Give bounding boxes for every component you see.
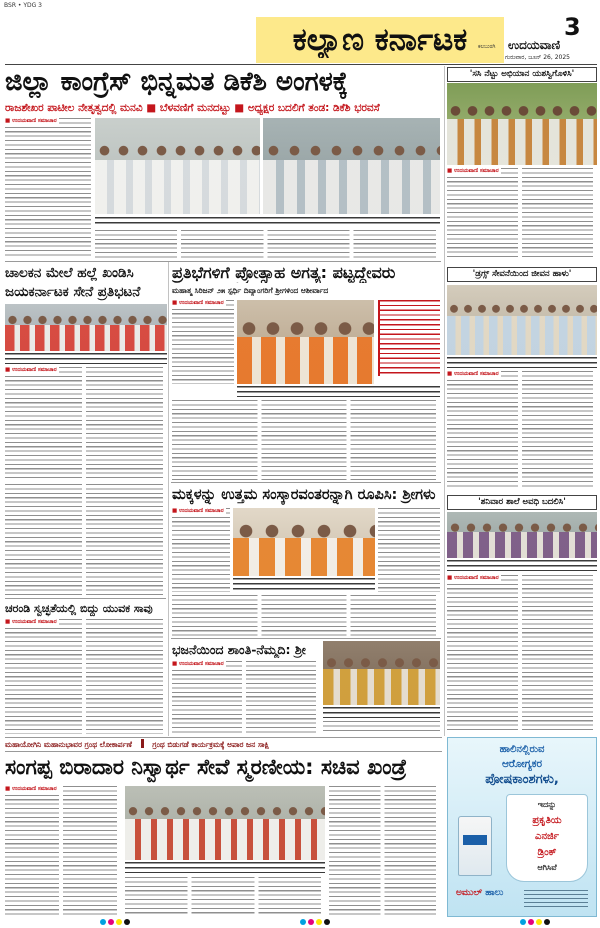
milk-pack-icon xyxy=(458,816,492,876)
registration-mark xyxy=(300,919,306,925)
ad-line: ಡ್ರಿಂಕ್ xyxy=(537,847,557,858)
section-title: ಕಲ್ಯಾಣ ಕರ್ನಾಟಕ xyxy=(292,22,468,58)
article-body-text xyxy=(447,371,597,489)
byline: ■ ಉದಯವಾಣಿ ಸಮಾಚಾರ xyxy=(447,575,499,581)
byline: ■ ಉದಯವಾಣಿ ಸಮಾಚಾರ xyxy=(172,300,224,306)
lead-deck: ರಾಜಶೇಖರ ಪಾಟೀಲ ನೇತೃತ್ವದಲ್ಲಿ ಮನವಿ ■ ಬೆಳವಣಿಗೆ ಮನದಟ್ಟು ■ ಅಧ್ಯಕ್ಷರ ಬದಲಿಗೆ ತಂಡ: ಡಿಕೆಶಿ ಭರವಸೆ xyxy=(5,102,380,114)
strip-divider xyxy=(141,739,144,748)
children-photo xyxy=(233,508,375,576)
lead-photo-right xyxy=(263,118,440,214)
ad-line: ಇದನ್ನು xyxy=(537,800,557,809)
drugs-headline: 'ಡ್ರಗ್ಸ್ ಸೇವನೆಯಿಂದ ಜೀವನ ಹಾಳು' xyxy=(447,267,597,282)
protest-photo xyxy=(5,304,167,351)
ad-line: ಆಗಿಸಿವೆ xyxy=(537,863,557,872)
article-body-text xyxy=(5,367,167,480)
section-rule xyxy=(171,482,441,483)
issue-date: ಗುರುವಾರ, ಜೂನ್ 26, 2025 xyxy=(505,54,570,61)
photo-caption xyxy=(447,357,597,368)
registration-mark xyxy=(100,919,106,925)
photo-caption xyxy=(233,578,375,592)
byline: ■ ಉದಯವಾಣಿ ಸಮಾಚಾರ xyxy=(5,367,57,373)
article-body-text xyxy=(5,619,167,734)
ad-line: ಪ್ರಕೃತಿಯ xyxy=(532,815,562,826)
biradar-headline: ಸಂಗಪ್ಪ ಬಿರಾದಾರ ನಿಸ್ವಾರ್ಥ ಸೇವೆ ಸ್ಮರಣೀಯ: ಸಚಿವ ಖಂಡ್ರೆ xyxy=(5,755,407,779)
saturday-photo xyxy=(447,512,597,558)
byline: ■ ಉದಯವಾಣಿ ಸಮಾಚಾರ xyxy=(447,371,499,377)
column-rule xyxy=(444,66,445,736)
ad-product: ಹಾಲು xyxy=(485,888,504,898)
registration-mark xyxy=(324,919,330,925)
edition-label: ಕಲಬುರಗಿ xyxy=(478,44,496,50)
talent-headline: ಪ್ರತಿಭೆಗಳಿಗೆ ಪ್ರೋತ್ಸಾಹ ಅಗತ್ಯ: ಪಟ್ಟದ್ದೇವರು xyxy=(172,263,396,282)
byline: ■ ಉದಯವಾಣಿ ಸಮಾಚಾರ xyxy=(447,168,499,174)
ad-fine-print xyxy=(524,890,588,908)
photo-caption xyxy=(237,386,440,397)
edition-code: BSR • YDG 3 xyxy=(4,2,43,9)
children-headline: ಮಕ್ಕಳನ್ನು ಉತ್ತಮ ಸಂಸ್ಕಾರವಂತರನ್ನಾಗಿ ರೂಪಿಸಿ: ಶ್ರೀಗಳು xyxy=(172,487,436,503)
sapling-photo xyxy=(447,83,597,165)
article-body-text xyxy=(172,508,230,592)
article-body-text xyxy=(172,400,440,480)
bhajan-photo xyxy=(323,641,440,705)
saturday-headline: 'ಶನಿವಾರ ಶಾಲೆ ಅವಧಿ ಬದಲಿಸಿ' xyxy=(447,495,597,510)
byline: ■ ಉದಯವಾಣಿ ಸಮಾಚಾರ xyxy=(5,118,57,124)
registration-mark xyxy=(124,919,130,925)
registration-mark xyxy=(536,919,542,925)
driver-headline-line-1: ಚಾಲಕನ ಮೇಲೆ ಹಲ್ಲೆ ಖಂಡಿಸಿ xyxy=(5,265,134,281)
article-body-text xyxy=(5,118,91,258)
photo-caption xyxy=(447,560,597,571)
biradar-photo xyxy=(125,786,325,860)
strip-left-text: ಮಹಾಯೋಗಿನಿ ಮಹಾನುಭಾವರ ಗ್ರಂಥ ಲೋಕಾರ್ಪಣೆ xyxy=(5,740,132,749)
article-body-text xyxy=(125,877,325,916)
bhajan-headline: ಭಜನೆಯಿಂದ ಶಾಂತಿ-ನೆಮ್ಮದಿ: ಶ್ರೀ xyxy=(172,642,306,657)
registration-mark xyxy=(108,919,114,925)
page-number: 3 xyxy=(564,13,581,41)
section-rule xyxy=(171,638,441,639)
registration-mark xyxy=(528,919,534,925)
registration-mark xyxy=(116,919,122,925)
article-body-text xyxy=(5,786,121,916)
paper-name: ಉದಯವಾಣಿ xyxy=(508,38,561,52)
registration-mark xyxy=(316,919,322,925)
ad-line: ಆರೋಗ್ಯಕರ xyxy=(501,758,543,770)
ad-line: ಎನರ್ಜಿ xyxy=(535,831,559,842)
registration-mark xyxy=(520,919,526,925)
ad-headline: ಪೋಷಕಾಂಶಗಳು, xyxy=(485,772,559,787)
driver-headline-line-2: ಜಯಕರ್ನಾಟಕ ಸೇನೆ ಪ್ರತಿಭಟನೆ xyxy=(5,284,141,300)
article-body-text xyxy=(378,508,440,592)
byline: ■ ಉದಯವಾಣಿ ಸಮಾಚಾರ xyxy=(172,661,224,667)
article-body-text xyxy=(447,575,597,733)
article-body-text xyxy=(447,168,597,260)
lead-headline: ಜಿಲ್ಲಾ ಕಾಂಗ್ರೆಸ್ ಭಿನ್ನಮತ ಡಿಕೆಶಿ ಅಂಗಳಕ್ಕೆ xyxy=(5,67,348,97)
photo-caption xyxy=(125,862,325,873)
sapling-headline: 'ಸಸಿ ನೆಟ್ಟು ಅಭಿಯಾನ ಯಶಸ್ವಿಗೊಳಿಸಿ' xyxy=(447,67,597,82)
talent-deck: ಮಹಾತ್ಮ ಸಿರಿಜನ್ ೨೫ ಸ್ಪರ್ಧಿ ದಿವ್ಯಾಂಗರಿಗೆ ಶ್ರೀಗಳಿಂದ ಆಶೀರ್ವಾದ xyxy=(172,286,329,295)
masthead-rule xyxy=(5,64,597,65)
article-body-text xyxy=(172,595,440,636)
registration-mark xyxy=(544,919,550,925)
photo-caption xyxy=(95,217,440,227)
article-body-text xyxy=(172,300,234,384)
byline: ■ ಉದಯವಾಣಿ ಸಮಾಚಾರ xyxy=(5,619,57,625)
registration-mark xyxy=(308,919,314,925)
talent-photo xyxy=(237,300,374,384)
section-rule xyxy=(5,598,166,599)
column-rule xyxy=(168,262,169,736)
article-body-text xyxy=(5,484,167,596)
article-body-text xyxy=(329,786,440,916)
milk-advertisement xyxy=(447,737,597,917)
ad-brand: ಅಮುಲ್ xyxy=(456,888,483,898)
article-body-text xyxy=(95,230,440,258)
section-rule xyxy=(5,261,441,262)
quote-box xyxy=(378,300,440,376)
ad-brand-block xyxy=(456,888,503,898)
event-strip xyxy=(5,737,442,752)
milk-glass-icon xyxy=(506,794,588,882)
strip-right-text: ಗ್ರಂಥ ಬಿಡುಗಡೆ ಕಾರ್ಯಕ್ರಮಕ್ಕೆ ಅಪಾರ ಜನ ಸಾಕ್ಷಿ xyxy=(152,740,270,749)
drugs-photo xyxy=(447,285,597,355)
photo-caption xyxy=(5,353,167,364)
drain-headline: ಚರಂಡಿ ಸ್ವಚ್ಛತೆಯಲ್ಲಿ ಬಿದ್ದು ಯುವಕ ಸಾವು xyxy=(5,602,153,615)
article-body-text xyxy=(323,721,440,734)
masthead-band xyxy=(256,17,504,63)
lead-photo-left xyxy=(95,118,260,214)
ad-line: ಹಾಲಿನಲ್ಲಿರುವ xyxy=(499,744,545,755)
byline: ■ ಉದಯವಾಣಿ ಸಮಾಚಾರ xyxy=(5,786,57,792)
byline: ■ ಉದಯವಾಣಿ ಸಮಾಚಾರ xyxy=(172,508,224,514)
article-body-text xyxy=(172,661,320,734)
photo-caption xyxy=(323,707,440,718)
